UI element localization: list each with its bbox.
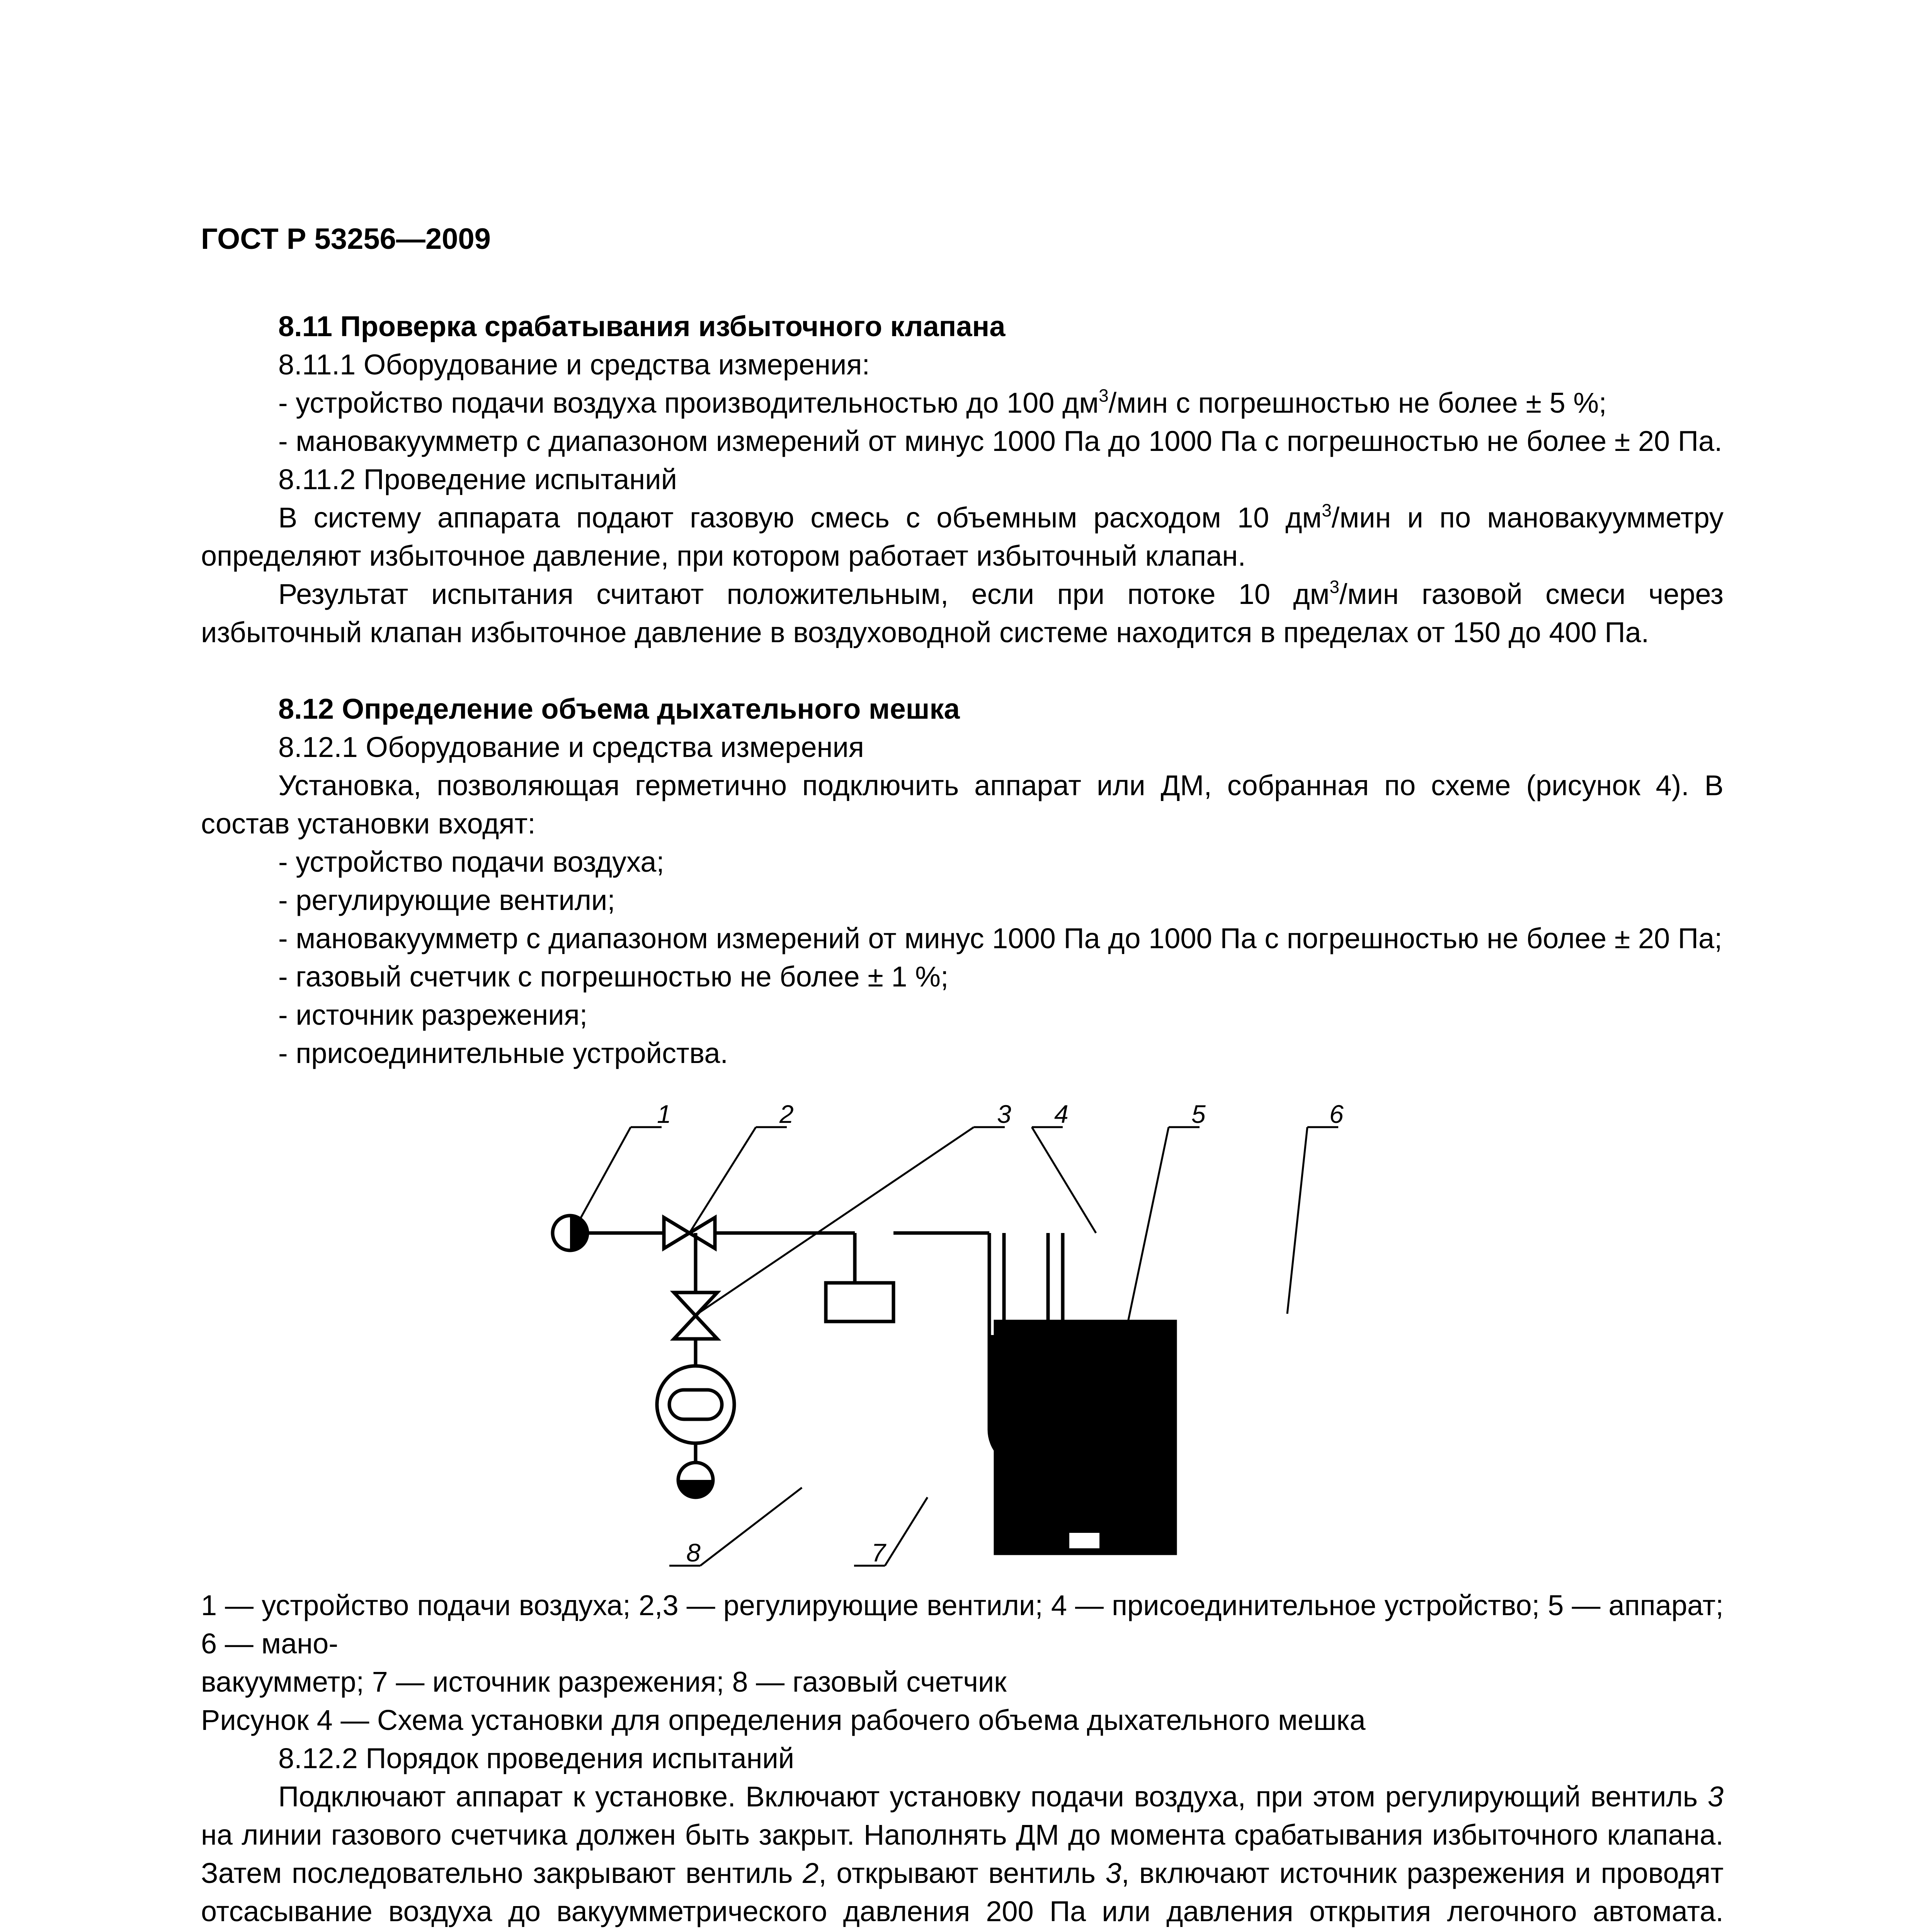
document-body — [201, 307, 1724, 1932]
paragraph: - устройство подачи воздуха производительностью до 100 $дм^3$/мин с погрешностью не более ± 5 %; — [278, 385, 1607, 419]
paragraph: Установка, позволяющая герметично подключить аппарат или ДМ, собранная по схеме (рисунок 4). В состав установки входят: — [201, 769, 1724, 840]
figure-caption: Рисунок 4 — Схема установки для определения рабочего объема дыхательного мешка — [201, 1704, 1366, 1736]
callout-leaders — [576, 1127, 1338, 1566]
paragraph: 8.11.2 Проведение испытаний — [278, 463, 677, 495]
list-item: - мановакуумметр с диапазоном измерений от минус 1000 Па до 1000 Па с погрешностью не более ± 20 Па; — [278, 922, 1722, 954]
callout-8: 8 — [686, 1538, 701, 1567]
callout-3: 3 — [997, 1100, 1011, 1128]
document-code: ГОСТ Р 53256—2009 — [201, 223, 491, 255]
callout-7: 7 — [871, 1538, 886, 1567]
paragraph: Подключают аппарат к установке. Включают установку подачи воздуха, при этом регулирующий вентиль 3 на линии газового счетчика должен быть закрыт. Наполнять ДМ до момента срабатывания избыточного клапана. Затем последовательно закрывают вентиль 2, открывают вентиль 3, включают источник разрежения и проводят отсасывание воздуха до вакуумметрического давления 200 Па или давления открытия легочного автомата. — [201, 1781, 1724, 1927]
callout-6: 6 — [1329, 1100, 1344, 1128]
apparatus — [995, 1321, 1175, 1553]
gas-meter-dial — [669, 1390, 722, 1419]
paragraph: 8.12.1 Оборудование и средства измерения — [278, 731, 864, 763]
paragraph: Результат испытания считают положительным, если при потоке 10 $дм^3$/мин газовой смеси через избыточный клапан избыточное давление в воздуховодной системе находится в пределах от 150 до 400 Па. — [201, 577, 1724, 648]
callout-4: 4 — [1054, 1100, 1069, 1128]
callout-2: 2 — [779, 1100, 794, 1128]
apparatus-port — [1069, 1533, 1099, 1548]
paragraph: 8.12.2 Порядок проведения испытаний — [278, 1742, 795, 1774]
list-item: - газовый счетчик с погрешностью не более ± 1 %; — [278, 961, 949, 993]
figure-4-diagram — [201, 1099, 1724, 1586]
list-item: - источник разрежения; — [278, 999, 588, 1031]
list-item: - регулирующие вентили; — [278, 884, 615, 916]
list-item: - присоединительные устройства. — [278, 1037, 728, 1069]
section-8-12-heading: 8.12 Определение объема дыхательного мешка — [278, 693, 960, 725]
figure-legend-line-1: 1 — устройство подачи воздуха; 2,3 — регулирующие вентили; 4 — присоединительное устройство; 5 — аппарат; 6 — мано- — [201, 1589, 1724, 1660]
paragraph: 8.11.1 Оборудование и средства измерения: — [278, 349, 870, 381]
figure-legend-line-2: вакуумметр; 7 — источник разрежения; 8 — газовый счетчик — [201, 1666, 1007, 1698]
paragraph: В систему аппарата подают газовую смесь с объемным расходом 10 $дм^3$/мин и по мановакуумметру определяют избыточное давление, при котором работает избыточный клапан. — [201, 500, 1724, 572]
schematic-drawing — [201, 1099, 1724, 1586]
paragraph: - мановакуумметр с диапазоном измерений от минус 1000 Па до 1000 Па с погрешностью не более ± 20 Па. — [278, 425, 1722, 457]
list-item: - устройство подачи воздуха; — [278, 846, 664, 878]
callout-1: 1 — [657, 1100, 671, 1128]
vacuum-source-fill — [678, 1480, 713, 1497]
callout-5: 5 — [1191, 1100, 1206, 1128]
valve-3 — [674, 1293, 717, 1339]
connecting-device — [826, 1283, 893, 1321]
section-8-11-heading: 8.11 Проверка срабатывания избыточного клапана — [278, 310, 1006, 342]
